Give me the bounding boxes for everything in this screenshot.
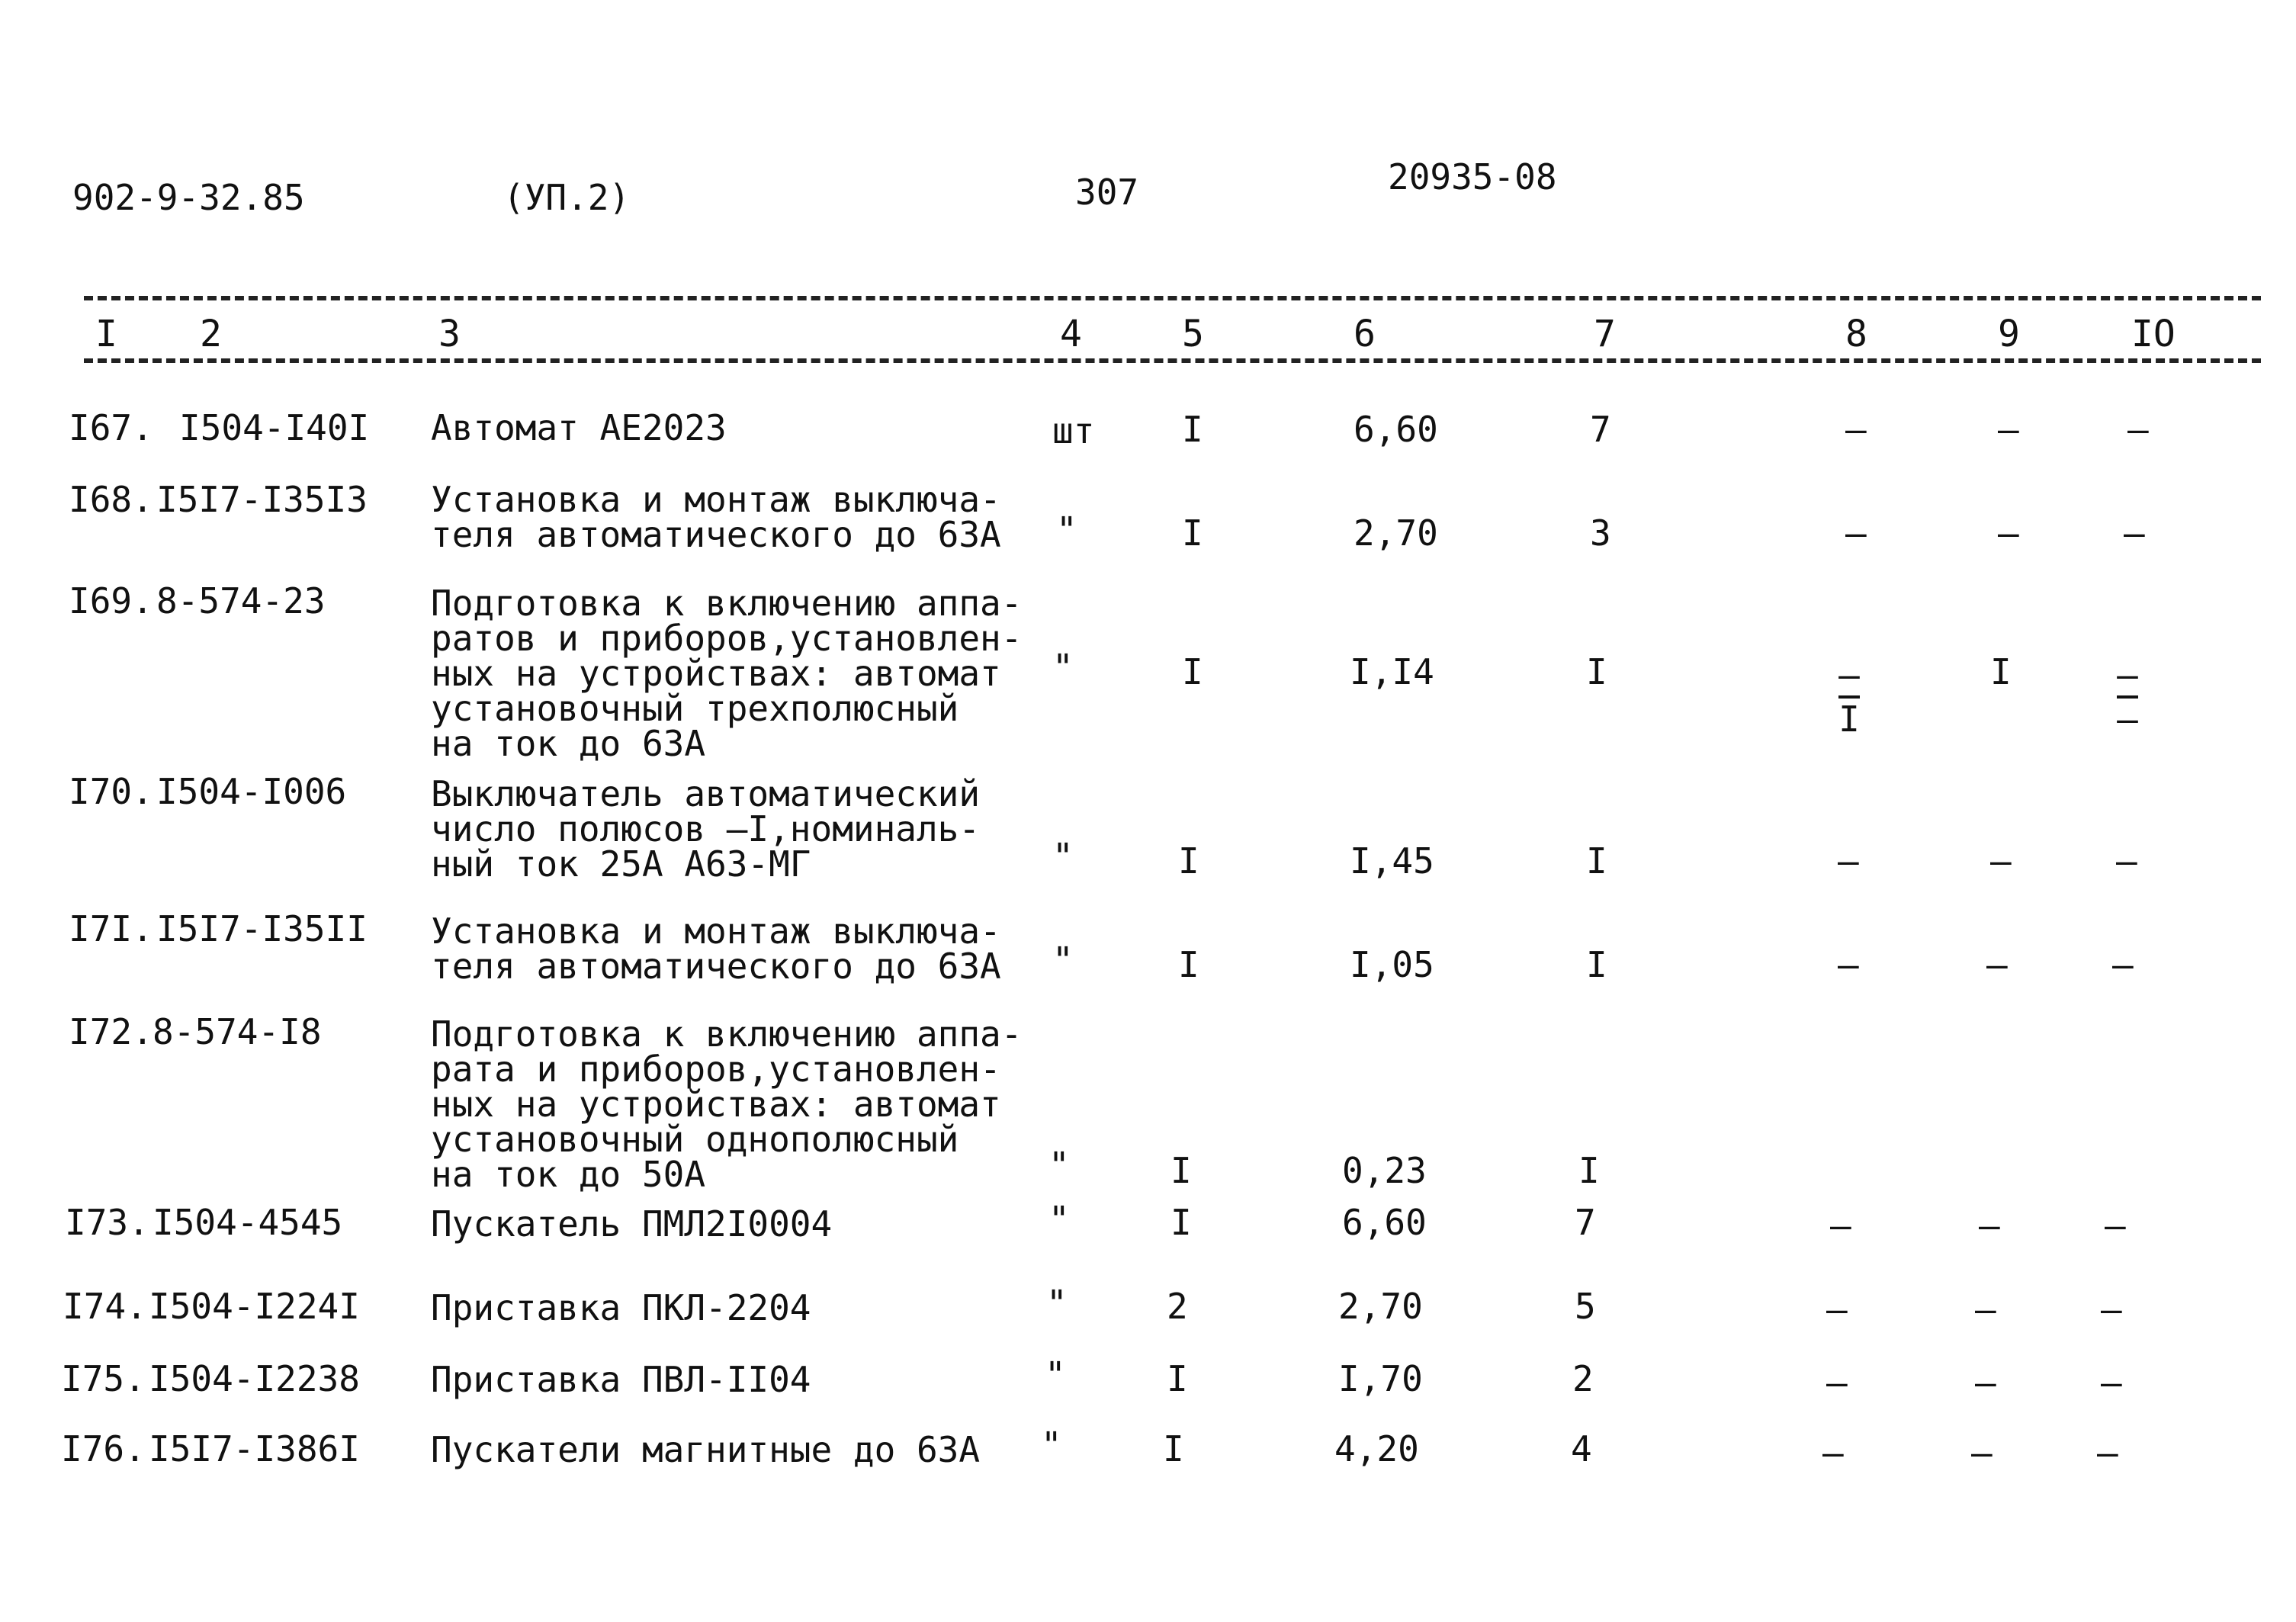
row-number: I7I. (69, 908, 153, 949)
row-unit: " (1048, 1145, 1070, 1186)
row-number: I67. (69, 407, 153, 448)
row-code: I504-I2238 (149, 1358, 360, 1399)
row-code: I5I7-I35I3 (156, 479, 368, 520)
row-col10: – (2105, 1205, 2126, 1246)
row-col8: – (1845, 512, 1867, 554)
row-col8: – (1838, 840, 1859, 882)
row-number: I69. (69, 580, 153, 621)
row-col9: – (1971, 1432, 1993, 1473)
row-quantity: I (1178, 840, 1199, 882)
row-col10: – (2101, 1289, 2122, 1330)
row-code: I504-I224I (149, 1286, 360, 1327)
row-quantity: I (1182, 409, 1203, 450)
row-unit: " (1052, 939, 1074, 981)
row-col6: 0,23 (1342, 1150, 1427, 1191)
row-col6: 4,20 (1334, 1428, 1419, 1469)
column-header-6: 6 (1354, 313, 1376, 355)
row-description: Пускатель ПМЛ2I0004 (431, 1203, 833, 1245)
row-code: I5I7-I35II (156, 908, 368, 949)
row-number: I75. (61, 1358, 146, 1399)
row-unit: " (1048, 1199, 1070, 1240)
row-col8: – (1826, 1289, 1848, 1330)
page-number: 307 (1075, 172, 1139, 213)
row-code: I504-4545 (153, 1202, 343, 1243)
row-col9: – (1986, 944, 2008, 985)
row-col9: I (1990, 651, 2012, 692)
row-col6: 2,70 (1338, 1286, 1423, 1327)
top-dashed-rule (84, 296, 2261, 300)
row-quantity: I (1167, 1358, 1188, 1399)
row-col8-fraction: – I (1838, 654, 1860, 740)
row-number: I70. (69, 771, 153, 812)
row-col6: 6,60 (1342, 1202, 1427, 1243)
row-col9: – (1975, 1362, 1996, 1403)
row-description: Установка и монтаж выключа- теля автоматического до 63А (431, 911, 1001, 987)
row-code: I504-I40I (179, 407, 370, 448)
row-col10: – (2116, 840, 2137, 882)
row-unit: " (1045, 1354, 1066, 1396)
row-description: Подготовка к включению аппа- рата и приборов,установлен- ных на устройствах: автомат установочный однополюсный на ток до 50А (431, 1013, 1023, 1195)
row-col7: I (1586, 651, 1607, 692)
column-header-4: 4 (1060, 313, 1082, 355)
row-unit: " (1046, 1283, 1068, 1324)
row-col9: – (1979, 1205, 2000, 1246)
row-code: 8-574-I8 (153, 1011, 322, 1052)
row-col10: – (2127, 409, 2149, 450)
row-unit: " (1056, 509, 1077, 551)
row-col6: 6,60 (1354, 409, 1438, 450)
row-unit: " (1052, 836, 1074, 877)
row-description: Приставка ПКЛ-2204 (431, 1287, 811, 1328)
document-code: 902-9-32.85 (72, 177, 305, 218)
row-col8: – (1845, 409, 1867, 450)
row-col9: – (1990, 840, 2012, 882)
column-header-9: 9 (1998, 313, 2020, 355)
row-code: I5I7-I386I (149, 1428, 360, 1469)
column-header-1: I (95, 313, 117, 355)
row-col7: 7 (1590, 409, 1611, 450)
row-description: Автомат АЕ2023 (431, 407, 727, 448)
row-col7: 5 (1575, 1286, 1596, 1327)
row-col10: – (2101, 1362, 2122, 1403)
row-col8: – (1830, 1205, 1851, 1246)
column-header-7: 7 (1594, 313, 1616, 355)
header-dashed-rule (84, 358, 2261, 363)
volume-label: (УП.2) (503, 177, 631, 218)
row-number: I68. (69, 479, 153, 520)
row-description: Пускатели магнитные до 63А (431, 1429, 981, 1470)
row-number: I76. (61, 1428, 146, 1469)
row-code: 8-574-23 (156, 580, 326, 621)
row-col7: I (1578, 1150, 1600, 1191)
column-header-2: 2 (200, 313, 222, 355)
row-col8: – (1822, 1432, 1844, 1473)
row-col7: 4 (1571, 1428, 1592, 1469)
row-unit: шт (1052, 410, 1095, 451)
row-col10: – (2124, 512, 2145, 554)
row-col7: 3 (1590, 512, 1611, 554)
row-col7: 2 (1572, 1358, 1594, 1399)
row-col9: – (1975, 1289, 1996, 1330)
row-col10: – (2112, 944, 2134, 985)
row-col10: – (2097, 1432, 2118, 1473)
row-quantity: I (1170, 1202, 1192, 1243)
row-col8: – (1838, 944, 1859, 985)
row-col9: – (1998, 512, 2019, 554)
row-description: Приставка ПВЛ-II04 (431, 1359, 811, 1400)
row-unit: " (1052, 647, 1074, 688)
sheet-number: 20935-08 (1388, 156, 1557, 198)
row-col6: 2,70 (1354, 512, 1438, 554)
column-header-8: 8 (1845, 313, 1867, 355)
row-col6: I,I4 (1350, 651, 1434, 692)
row-col7: I (1586, 944, 1607, 985)
row-quantity: I (1182, 512, 1203, 554)
column-header-10: IO (2131, 313, 2176, 355)
row-number: I72. (69, 1011, 153, 1052)
row-quantity: I (1163, 1428, 1184, 1469)
column-header-3: 3 (438, 313, 461, 355)
row-col6: I,70 (1338, 1358, 1423, 1399)
row-quantity: I (1170, 1150, 1192, 1191)
row-description: Подготовка к включению аппа- ратов и приборов,установлен- ных на устройствах: автомат установочный трехполюсный на ток до 63А (431, 583, 1023, 764)
row-col6: I,45 (1350, 840, 1434, 882)
row-unit: " (1041, 1424, 1062, 1466)
row-description: Установка и монтаж выключа- теля автоматического до 63А (431, 479, 1001, 555)
row-description: Выключатель автоматический число полюсов –I,номиналь- ный ток 25А А63-МГ (431, 773, 981, 885)
row-quantity: I (1182, 651, 1203, 692)
row-col7: I (1586, 840, 1607, 882)
row-number: I74. (63, 1286, 147, 1327)
column-header-5: 5 (1182, 313, 1204, 355)
row-col8: – (1826, 1362, 1848, 1403)
row-number: I73. (65, 1202, 149, 1243)
row-code: I504-I006 (156, 771, 347, 812)
row-col6: I,05 (1350, 944, 1434, 985)
row-quantity: 2 (1167, 1286, 1188, 1327)
row-col7: 7 (1575, 1202, 1596, 1243)
row-quantity: I (1178, 944, 1199, 985)
row-col9: – (1998, 409, 2019, 450)
row-col10-fraction: – – (2117, 654, 2138, 740)
